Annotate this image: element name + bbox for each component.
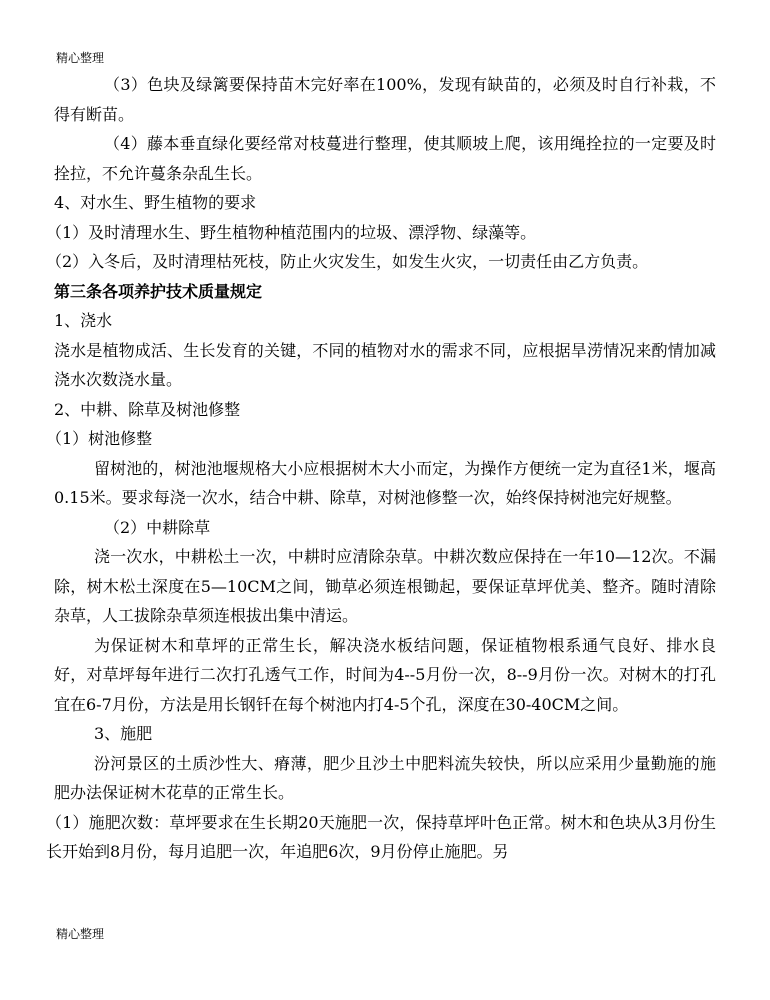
section-heading: 3、施肥 <box>94 724 153 743</box>
document-body <box>46 70 716 867</box>
section-heading: 1、浇水 <box>54 311 113 330</box>
paragraph: （1）施肥次数：草坪要求在生长期20天施肥一次，保持草坪叶色正常。树木和色块从3月份生长开始到8月份，每月追肥一次，年追肥6次，9月份停止施肥。另 <box>46 812 716 861</box>
subsection-heading: （1）树池修整 <box>46 429 153 448</box>
paragraph: 汾河景区的土质沙性大、瘠薄，肥少且沙土中肥料流失较快，所以应采用少量勤施的施肥办法保证树木花草的正常生长。 <box>54 753 716 802</box>
section-heading: 4、对水生、野生植物的要求 <box>54 193 257 212</box>
subsection-heading: （2）中耕除草 <box>104 517 211 537</box>
paragraph: （1）及时清理水生、野生植物种植范围内的垃圾、漂浮物、绿藻等。 <box>46 222 537 242</box>
paragraph: 留树池的，树池池堰规格大小应根据树木大小而定，为操作方便统一定为直径1米，堰高0.15米。要求每浇一次水，结合中耕、除草，对树池修整一次，始终保持树池完好规整。 <box>54 458 716 507</box>
page-header: 精心整理 <box>56 51 105 65</box>
article-heading: 第三条各项养护技术质量规定 <box>54 281 263 301</box>
paragraph: （2）入冬后，及时清理枯死枝，防止火灾发生，如发生火灾，一切责任由乙方负责。 <box>46 252 649 271</box>
paragraph: 浇水是植物成活、生长发育的关键，不同的植物对水的需求不同，应根据旱涝情况来酌情加减浇水次数浇水量。 <box>54 340 716 389</box>
section-heading: 2、中耕、除草及树池修整 <box>54 399 241 419</box>
paragraph: （4）藤本垂直绿化要经常对枝蔓进行整理，使其顺坡上爬，该用绳拴拉的一定要及时拴拉，不允许蔓条杂乱生长。 <box>54 134 716 183</box>
page-footer: 精心整理 <box>56 927 105 941</box>
paragraph: 浇一次水，中耕松土一次，中耕时应清除杂草。中耕次数应保持在一年10—12次。不漏除，树木松土深度在5—10CM之间，锄草必须连根锄起，要保证草坪优美、整齐。随时清除杂草，人工拔除杂草须连根拔出集中清运。 <box>54 547 716 625</box>
paragraph: 为保证树木和草坪的正常生长，解决浇水板结问题，保证植物根系通气良好、排水良好，对草坪每年进行二次打孔透气工作，时间为4--5月份一次，8--9月份一次。对树木的打孔宜在6-7月份，方法是用长钢钎在每个树池内打4-5个孔，深度在30-40CM之间。 <box>54 635 716 714</box>
paragraph: （3）色块及绿篱要保持苗木完好率在100%，发现有缺苗的，必须及时自行补栽，不得有断苗。 <box>54 75 716 124</box>
